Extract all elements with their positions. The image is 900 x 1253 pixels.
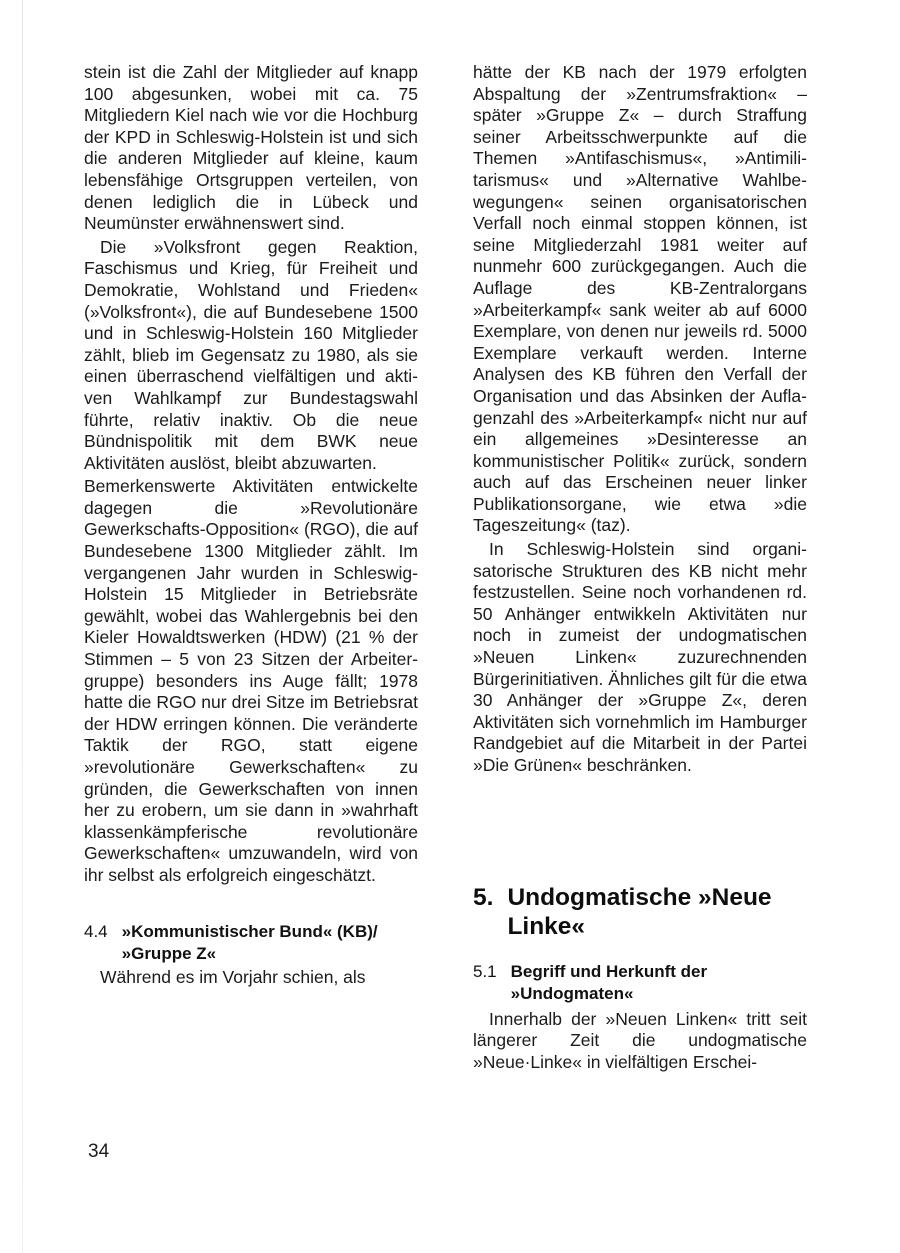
left-column [84,62,418,988]
section-title: Begriff und Herkunft der »Undogmaten« [510,961,708,1003]
paragraph-kb-intro: Während es im Vorjahr schien, als [100,966,366,987]
chapter-number: 5. [473,883,494,911]
chapter-title: Undogmatische »Neue Linke« [507,883,772,940]
section-number: 5.1 [473,961,497,981]
section-number: 4.4 [84,921,108,941]
section-heading-4-4 [84,921,418,965]
paragraph-kb-schleswig-holstein: In Schleswig-Holstein sind organisatorische Strukturen des KB nicht mehr festzustellen. Seine noch vorhandenen rd. 50 Anhänger entwikkeln Aktivitäten nur noch in zumeist der undogmatischen »Neuen Linken« zuzurechnenden Bürgerinitiativen. Ähnliches gilt für die etwa 30 Anhänger der »Gruppe Z«, deren Aktivitäten sich vornehmlich im Hamburger Randgebiet auf die Mitarbeit in der Partei »Die Grünen« beschränken. [473,539,807,775]
paragraph-undogmatic-intro: Innerhalb der »Neuen Linken« tritt seit längerer Zeit die undogmatische »Neue·Linke« in vielfältigen Erschei- [473,1008,807,1072]
paragraph-kb-decline: hätte der KB nach der 1979 erfolgten Abspaltung der »Zentrumsfraktion« – später »Gruppe Z« – durch Straffung seiner Arbeitsschwerpunkte auf die Themen »Antifaschismus«, »Antimilitarismus« und »Alternative Wahlbewegungen« seinen organisatorischen Verfall noch einmal stoppen können, ist seine Mitgliederzahl 1981 weiter auf nunmehr 600 zurückgegangen. Auch die Auflage des KB-Zentralorgans »Arbeiterkampf« sank weiter ab auf 6000 Exemplare, von denen nur jeweils rd. 5000 Exemplare verkauft werden. Interne Analysen des KB führen den Verfall der Organisation und das Absinken der Auflagenzahl des »Arbeiterkampf« nicht nur auf ein allgemeines »Desinteresse an kommunistischer Politik« zurück, sondern auch auf das Erscheinen neuer linker Publikationsorgane, wie etwa »die Tageszeitung« (taz). [473,62,807,536]
paragraph-rgo: Bemerkenswerte Aktivitäten entwickelte dagegen die »Revolutionäre Gewerkschafts-Opposition« (RGO), die auf Bundesebene 1300 Mitglieder zählt. Im vergangenen Jahr wurden in Schleswig-Holstein 15 Mitglieder in Betriebsräte gewählt, wobei das Wahlergebnis bei den Kieler Howaldtswerken (HDW) (21 % der Stimmen – 5 von 23 Sitzen der Arbeitergruppe) besonders ins Auge fällt; 1978 hatte die RGO nur drei Sitze im Betriebsrat der HDW erringen können. Die veränderte Taktik der RGO, statt eigene »revolutionäre Gewerkschaften« zu gründen, die Gewerkschaften von innen her zu erobern, um sie dann in »wahrhaft klassenkämpferische revolutionäre Gewerkschaften« umzuwandeln, wird von ihr selbst als erfolgreich eingeschätzt. [84,476,418,885]
chapter-heading-5 [473,883,807,941]
paragraph-kpd-membership: stein ist die Zahl der Mitglieder auf knapp 100 abgesunken, wobei mit ca. 75 Mitgliedern Kiel nach wie vor die Hochburg der KPD in Schleswig-Holstein ist und sich die anderen Mitglieder auf kleine, kaum lebensfähige Ortsgruppen verteilen, von denen lediglich die in Lübeck und Neumünster erwähnenswert sind. [84,62,418,234]
section-title: »Kommunistischer Bund« (KB)/ »Gruppe Z« [121,921,378,963]
page-edge [22,0,23,1253]
right-column [473,62,807,1073]
paragraph-volksfront: Die »Volksfront gegen Reaktion, Faschismus und Krieg, für Freiheit und Demokratie, Wohlstand und Frieden« (»Volksfront«), die auf Bundesebene 1500 und in Schleswig-Holstein 160 Mitglieder zählt, blieb im Gegensatz zu 1980, als sie einen überraschend vielfältigen und aktiven Wahlkampf zur Bundestagswahl führte, relativ inaktiv. Ob die neue Bündnispolitik mit dem BWK neue Aktivitäten auslöst, bleibt abzuwarten. [84,236,418,473]
page-number: 34 [88,1141,110,1162]
section-heading-5-1 [473,961,807,1005]
